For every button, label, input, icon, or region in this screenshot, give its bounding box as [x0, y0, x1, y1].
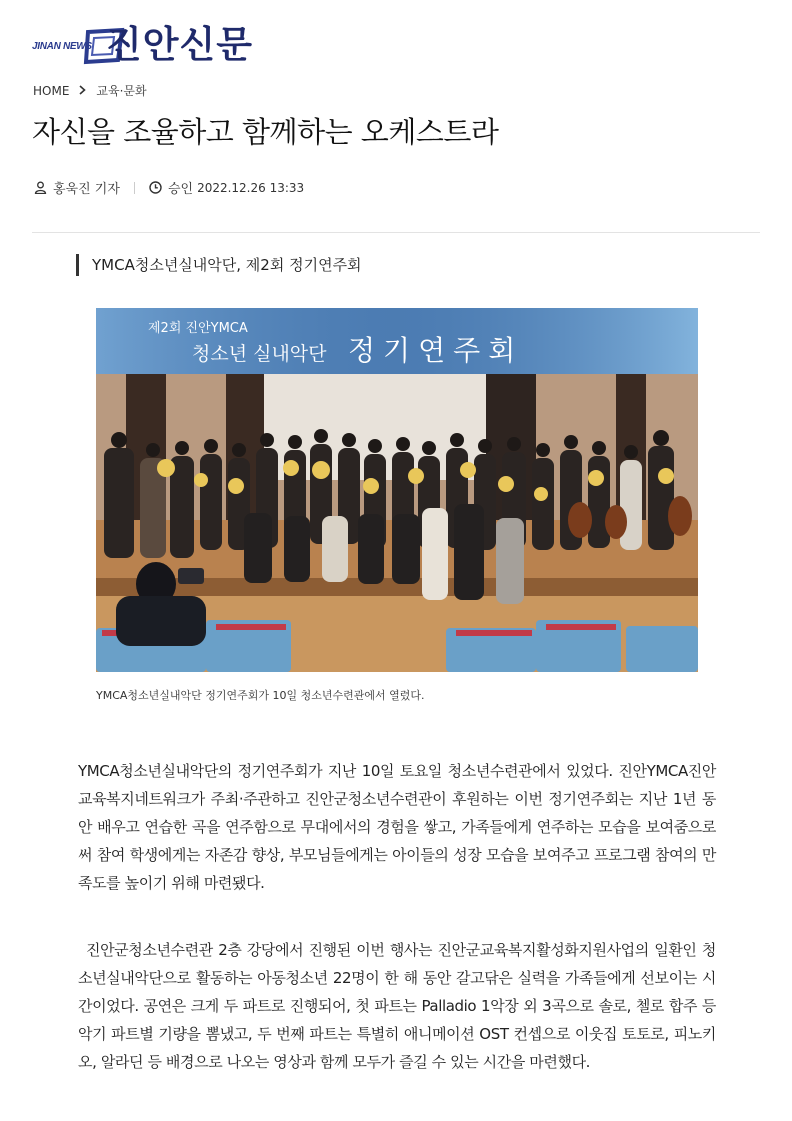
article-subtitle: YMCA청소년실내악단, 제2회 정기연주회 [76, 254, 362, 276]
breadcrumb-section[interactable]: 교육·문화 [96, 84, 147, 98]
breadcrumb-home[interactable]: HOME [33, 83, 70, 98]
user-icon [34, 181, 47, 194]
article-title: 자신을 조율하고 함께하는 오케스트라 [32, 115, 499, 149]
header-divider [32, 232, 760, 233]
logo-english: JINAN NEWS [32, 41, 92, 52]
concert-photo-image [96, 308, 698, 672]
approved-label: 승인 [167, 182, 194, 197]
meta-separator [134, 182, 135, 194]
approved-date: 2022.12.26 13:33 [197, 180, 305, 195]
approved-info [149, 178, 304, 197]
author-info [34, 178, 120, 197]
photo-caption: YMCA청소년실내악단 정기연주회가 10일 청소년수련관에서 열렸다. [96, 689, 425, 702]
article-paragraph-1: YMCA청소년실내악단의 정기연주회가 지난 10일 토요일 청소년수련관에서 있었다. 진안YMCA진안교육복지네트워크가 주최·주관하고 진안군청소년수련관이 후원하는 이번 정기연주회는 지난 1년 동안 배우고 연습한 곡을 연주함으로 무대에서의 경험을 쌓고, 가족들에게 연주하는 모습을 보여줌으로써 참여 학생에게는 자존감 향상, 부모님들에게는 아이들의 성장 모습을 보여주고 프로그램 참여의 만족도를 높이기 위해 마련됐다. [78, 762, 716, 892]
clock-icon [149, 181, 162, 194]
chevron-right-icon [79, 84, 86, 98]
article-meta [34, 178, 304, 197]
breadcrumb [33, 82, 147, 99]
article-paragraph-2: 진안군청소년수련관 2층 강당에서 진행된 이번 행사는 진안군교육복지활성화지원사업의 일환인 청소년실내악단으로 활동하는 아동청소년 22명이 한 해 동안 갈고닦은 실력을 가족들에게 선보이는 시간이었다. 공연은 크게 두 파트로 진행되어, 첫 파트는 Palladio 1악장 외 3곡으로 솔로, 첼로 합주 등 악기 파트별 기량을 뽐냈고, 두 번째 파트는 특별히 애니메이션 OST 컨셉으로 이웃집 토토로, 피노키오, 알라딘 등 배경으로 나오는 영상과 함께 모두가 즐길 수 있는 시간을 마련했다. [78, 941, 716, 1071]
banner-text-1: 제2회 진안YMCA [148, 321, 248, 336]
banner-text-3: 정기연주회 [348, 334, 524, 367]
site-logo[interactable] [32, 22, 292, 68]
banner-text-2: 청소년 실내악단 [192, 343, 327, 365]
author-name[interactable]: 홍욱진 기자 [53, 182, 120, 197]
article-photo[interactable] [96, 308, 698, 672]
logo-korean: 진안신문 [106, 23, 253, 66]
